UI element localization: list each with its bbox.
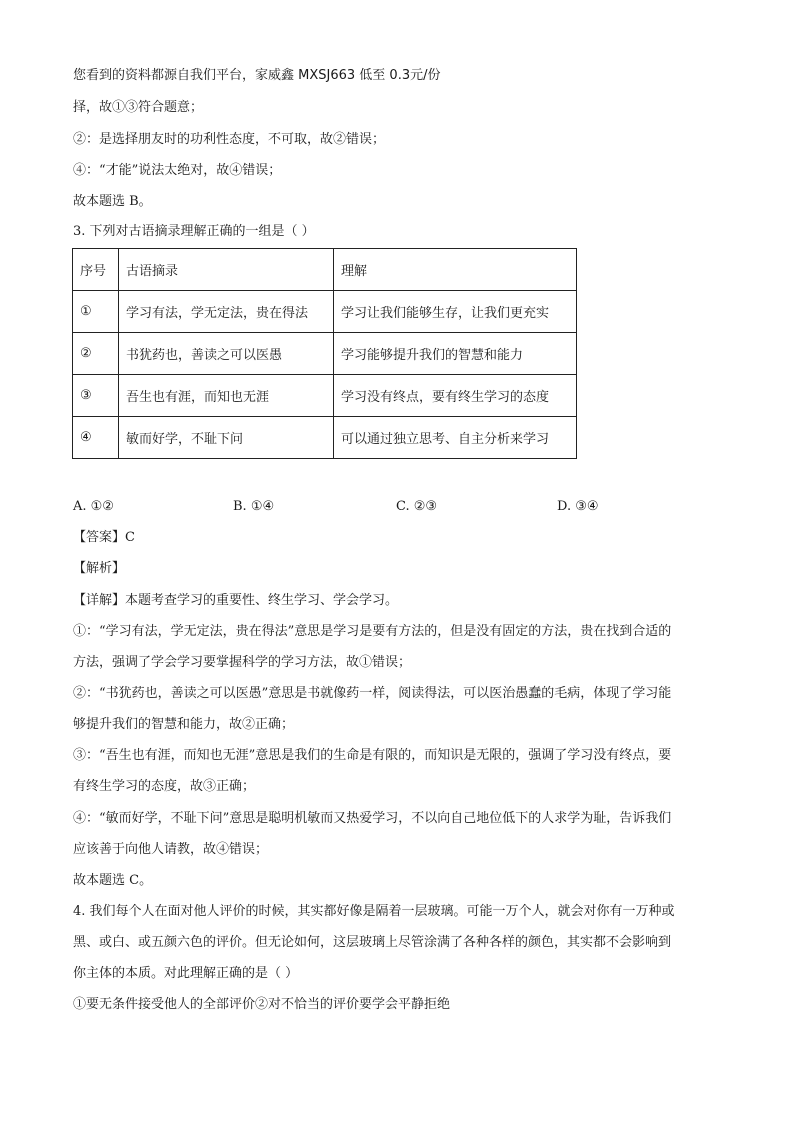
table-cell: 学习能够提升我们的智慧和能力 [334, 333, 577, 375]
question-4-line: ①要无条件接受他人的全部评价②对不恰当的评价要学会平静拒绝 [73, 997, 451, 1012]
explanation-line: 方法，强调了学会学习要掌握科学的学习方法，故①错误； [73, 655, 412, 670]
table-row [73, 417, 577, 459]
table-cell: ① [73, 291, 119, 333]
table-header-row [73, 249, 577, 291]
answer-label: 【答案】C [73, 530, 135, 545]
table-cell: 可以通过独立思考、自主分析来学习 [334, 417, 577, 459]
explanation-line: ④：“敏而好学，不耻下问”意思是聪明机敏而又热爱学习，不以向自己地位低下的人求学为耻，告诉我们 [73, 811, 672, 826]
question-3-stem: 3. 下列对古语摘录理解正确的一组是（ ） [73, 224, 315, 239]
option-a: A. ①② [73, 499, 114, 514]
explanation-line: 有终生学习的态度，故③正确； [73, 779, 256, 794]
table-cell: 吾生也有涯，而知也无涯 [119, 375, 334, 417]
option-d: D. ③④ [557, 499, 599, 514]
question-4-line: 4. 我们每个人在面对他人评价的时候，其实都好像是隔着一层玻璃。可能一万个人，就会对你有一万种或 [73, 904, 675, 919]
explanation-line: 应该善于向他人请教，故④错误； [73, 842, 269, 857]
table-cell: 学习有法，学无定法，贵在得法 [119, 291, 334, 333]
table-header-cell: 序号 [73, 249, 119, 291]
table-cell: 书犹药也，善读之可以医愚 [119, 333, 334, 375]
explanation-line: 够提升我们的智慧和能力，故②正确； [73, 717, 295, 732]
q2-tail-line: 故本题选 B。 [73, 194, 152, 209]
table-row [73, 333, 577, 375]
table-cell: ② [73, 333, 119, 375]
analysis-label: 【解析】 [73, 561, 126, 576]
table-row [73, 291, 577, 333]
explanation-line: 【详解】本题考查学习的重要性、终生学习、学会学习。 [73, 593, 399, 608]
table-cell: 敏而好学，不耻下问 [119, 417, 334, 459]
table-row [73, 375, 577, 417]
explanation-line: ③：“吾生也有涯，而知也无涯”意思是我们的生命是有限的，而知识是无限的，强调了学习没有终点，要 [73, 748, 672, 763]
table-header-cell: 古语摘录 [119, 249, 334, 291]
table-cell: 学习没有终点，要有终生学习的态度 [334, 375, 577, 417]
explanation-line: ①：“学习有法，学无定法，贵在得法”意思是学习是要有方法的，但是没有固定的方法，贵在找到合适的 [73, 624, 672, 639]
quote-table [72, 248, 577, 459]
explanation-line: ②：“书犹药也，善读之可以医愚”意思是书就像药一样，阅读得法，可以医治愚蠢的毛病，体现了学习能 [73, 686, 672, 701]
q2-tail-line: 择，故①③符合题意； [73, 100, 204, 115]
q2-tail-line: ④：“才能”说法太绝对，故④错误； [73, 163, 282, 178]
option-b: B. ①④ [233, 499, 275, 514]
table-cell: ④ [73, 417, 119, 459]
header-note: 您看到的资料都源自我们平台，家威鑫 MXSJ663 低至 0.3元/份 [73, 68, 441, 83]
explanation-line: 故本题选 C。 [73, 873, 153, 888]
question-4-line: 黑、或白、或五颜六色的评价。但无论如何，这层玻璃上尽管涂满了各种各样的颜色，其实都不会影响到 [73, 935, 672, 950]
option-c: C. ②③ [396, 499, 438, 514]
table-cell: ③ [73, 375, 119, 417]
q2-tail-line: ②：是选择朋友时的功利性态度，不可取，故②错误； [73, 132, 386, 147]
table-cell: 学习让我们能够生存，让我们更充实 [334, 291, 577, 333]
question-4-line: 你主体的本质。对此理解正确的是（ ） [73, 966, 299, 981]
table-header-cell: 理解 [334, 249, 577, 291]
